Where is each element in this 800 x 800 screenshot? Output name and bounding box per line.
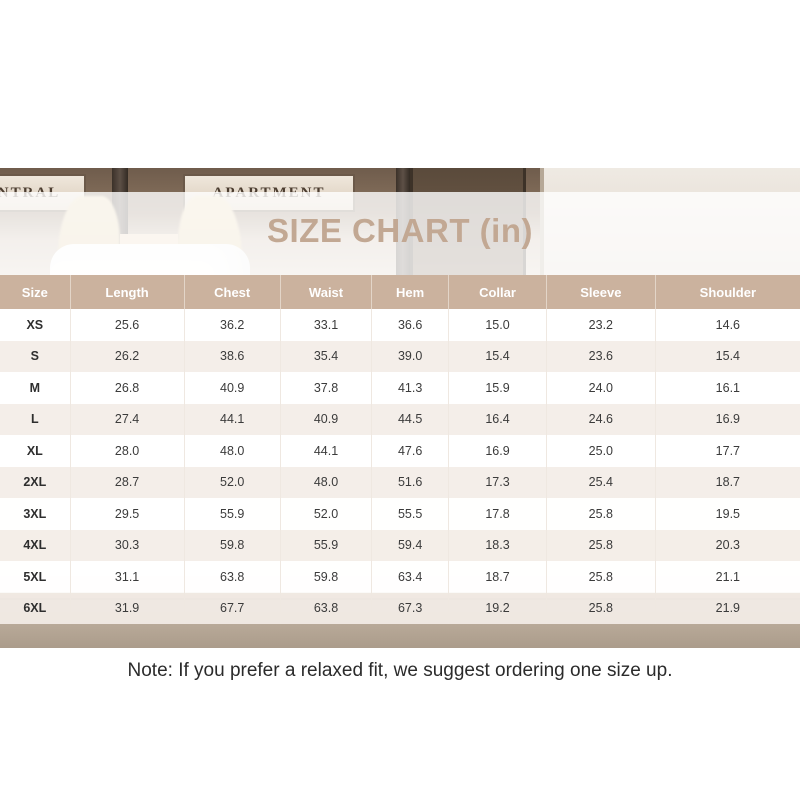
cell-shoulder: 18.7 <box>655 467 800 499</box>
column-header-sleeve: Sleeve <box>546 275 655 309</box>
column-header-shoulder: Shoulder <box>655 275 800 309</box>
cell-collar: 15.0 <box>448 309 546 341</box>
cell-chest: 59.8 <box>184 530 280 562</box>
cell-hem: 51.6 <box>372 467 449 499</box>
cell-hem: 41.3 <box>372 372 449 404</box>
cell-collar: 19.2 <box>448 593 546 625</box>
cell-shoulder: 21.9 <box>655 593 800 625</box>
cell-length: 26.2 <box>70 341 184 373</box>
cell-sleeve: 24.0 <box>546 372 655 404</box>
table-row <box>0 561 800 593</box>
cell-hem: 55.5 <box>372 498 449 530</box>
cell-sleeve: 25.8 <box>546 561 655 593</box>
cell-shoulder: 14.6 <box>655 309 800 341</box>
cell-hem: 63.4 <box>372 561 449 593</box>
cell-size: 2XL <box>0 467 70 499</box>
cell-hem: 39.0 <box>372 341 449 373</box>
cell-chest: 63.8 <box>184 561 280 593</box>
cell-shoulder: 16.9 <box>655 404 800 436</box>
cell-length: 30.3 <box>70 530 184 562</box>
column-header-collar: Collar <box>448 275 546 309</box>
cell-collar: 15.4 <box>448 341 546 373</box>
cell-waist: 48.0 <box>280 467 372 499</box>
cell-shoulder: 17.7 <box>655 435 800 467</box>
cell-waist: 44.1 <box>280 435 372 467</box>
cell-chest: 52.0 <box>184 467 280 499</box>
cell-size: XL <box>0 435 70 467</box>
cell-collar: 17.3 <box>448 467 546 499</box>
cell-waist: 33.1 <box>280 309 372 341</box>
cell-collar: 18.3 <box>448 530 546 562</box>
table-row <box>0 530 800 562</box>
cell-size: L <box>0 404 70 436</box>
cell-size: XS <box>0 309 70 341</box>
cell-sleeve: 25.8 <box>546 498 655 530</box>
table-row <box>0 435 800 467</box>
cell-size: 5XL <box>0 561 70 593</box>
table-row <box>0 341 800 373</box>
cell-length: 27.4 <box>70 404 184 436</box>
cell-chest: 38.6 <box>184 341 280 373</box>
cell-chest: 48.0 <box>184 435 280 467</box>
size-chart-table <box>0 275 800 624</box>
cell-hem: 36.6 <box>372 309 449 341</box>
page-title: SIZE CHART (in) <box>267 212 533 249</box>
cell-sleeve: 23.6 <box>546 341 655 373</box>
cell-size: 4XL <box>0 530 70 562</box>
cell-collar: 18.7 <box>448 561 546 593</box>
cell-length: 25.6 <box>70 309 184 341</box>
cell-chest: 36.2 <box>184 309 280 341</box>
cell-size: S <box>0 341 70 373</box>
cell-length: 29.5 <box>70 498 184 530</box>
cell-waist: 52.0 <box>280 498 372 530</box>
cell-hem: 47.6 <box>372 435 449 467</box>
cell-waist: 59.8 <box>280 561 372 593</box>
fit-note: Note: If you prefer a relaxed fit, we suggest ordering one size up. <box>127 660 673 681</box>
cell-collar: 15.9 <box>448 372 546 404</box>
cell-sleeve: 25.8 <box>546 530 655 562</box>
cell-shoulder: 19.5 <box>655 498 800 530</box>
cell-collar: 16.9 <box>448 435 546 467</box>
table-row <box>0 404 800 436</box>
column-header-size: Size <box>0 275 70 309</box>
table-row <box>0 593 800 625</box>
cell-chest: 40.9 <box>184 372 280 404</box>
cell-waist: 35.4 <box>280 341 372 373</box>
cell-collar: 17.8 <box>448 498 546 530</box>
cell-length: 26.8 <box>70 372 184 404</box>
cell-sleeve: 25.4 <box>546 467 655 499</box>
cell-size: M <box>0 372 70 404</box>
cell-shoulder: 15.4 <box>655 341 800 373</box>
cell-length: 31.1 <box>70 561 184 593</box>
column-header-hem: Hem <box>372 275 449 309</box>
cell-length: 28.7 <box>70 467 184 499</box>
cell-collar: 16.4 <box>448 404 546 436</box>
cell-sleeve: 25.8 <box>546 593 655 625</box>
cell-length: 28.0 <box>70 435 184 467</box>
cell-sleeve: 25.0 <box>546 435 655 467</box>
cell-hem: 44.5 <box>372 404 449 436</box>
cell-sleeve: 24.6 <box>546 404 655 436</box>
cell-waist: 63.8 <box>280 593 372 625</box>
cell-hem: 67.3 <box>372 593 449 625</box>
table-row <box>0 309 800 341</box>
cell-chest: 67.7 <box>184 593 280 625</box>
cell-chest: 44.1 <box>184 404 280 436</box>
cell-length: 31.9 <box>70 593 184 625</box>
cell-shoulder: 20.3 <box>655 530 800 562</box>
cell-waist: 55.9 <box>280 530 372 562</box>
cell-waist: 37.8 <box>280 372 372 404</box>
table-row <box>0 372 800 404</box>
cell-size: 6XL <box>0 593 70 625</box>
column-header-length: Length <box>70 275 184 309</box>
table-row <box>0 467 800 499</box>
table-header-row <box>0 275 800 309</box>
cell-hem: 59.4 <box>372 530 449 562</box>
cell-shoulder: 21.1 <box>655 561 800 593</box>
cell-shoulder: 16.1 <box>655 372 800 404</box>
table-row <box>0 498 800 530</box>
column-header-chest: Chest <box>184 275 280 309</box>
cell-sleeve: 23.2 <box>546 309 655 341</box>
column-header-waist: Waist <box>280 275 372 309</box>
cell-waist: 40.9 <box>280 404 372 436</box>
cell-chest: 55.9 <box>184 498 280 530</box>
cell-size: 3XL <box>0 498 70 530</box>
